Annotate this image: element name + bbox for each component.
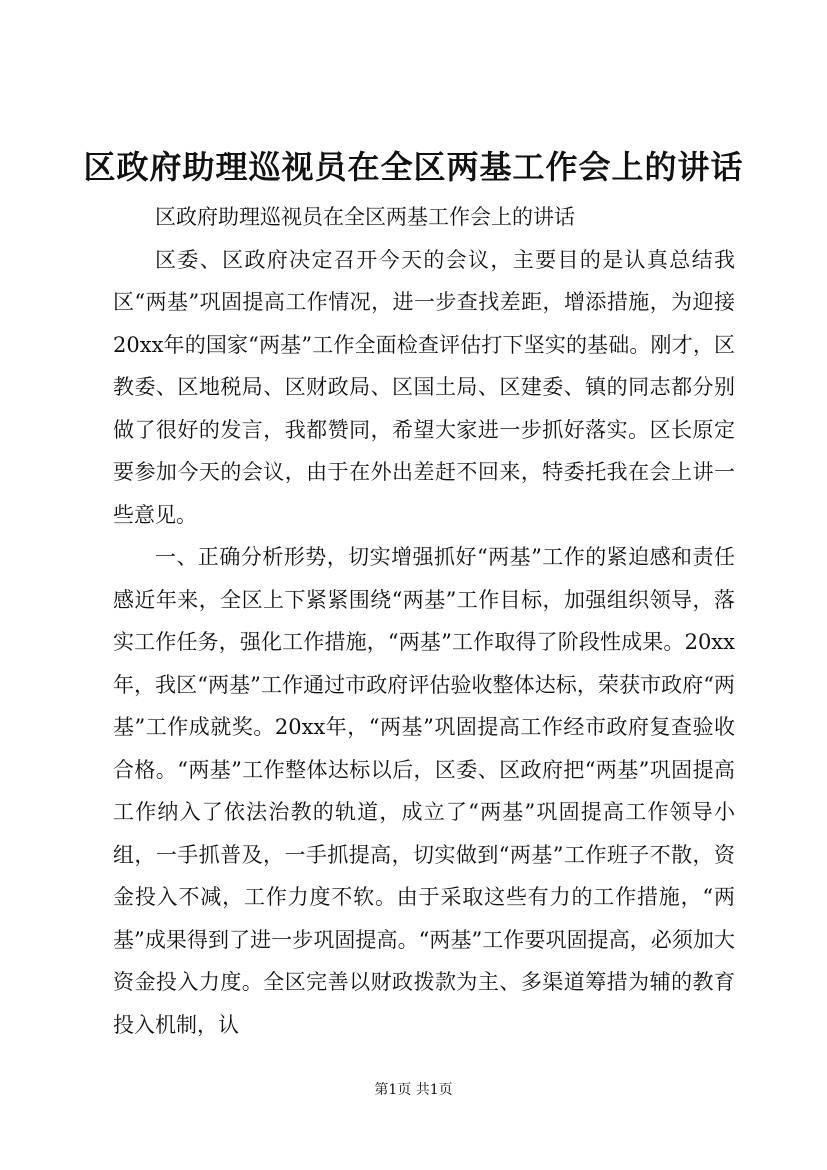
page-number-footer: 第1页 共1页 — [374, 1082, 453, 1098]
document-title: 区政府助理巡视员在全区两基工作会上的讲话 — [83, 148, 744, 186]
intro-paragraph: 区委、区政府决定召开今天的会议，主要目的是认真总结我区“两基”巩固提高工作情况，进一步查找差距，增添措施，为迎接20xx年的国家“两基”工作全面检查评估打下坚实的基础。刚才，区教委、区地税局、区财政局、区国土局、区建委、镇的同志都分别做了很好的发言，我都赞同，希望大家进一步抓好落实。区长原定要参加今天的会议，由于在外出差赶不回来，特委托我在会上讲一些意见。 — [113, 247, 735, 527]
section-one-paragraph: 一、正确分析形势，切实增强抓好“两基”工作的紧迫感和责任感近年来，全区上下紧紧围绕“两基”工作目标，加强组织领导，落实工作任务，强化工作措施，“两基”工作取得了阶段性成果。20xx年，我区“两基”工作通过市政府评估验收整体达标，荣获市政府“两基”工作成就奖。20xx年，“两基”巩固提高工作经市政府复查验收合格。“两基”工作整体达标以后，区委、区政府把“两基”巩固提高工作纳入了依法治教的轨道，成立了“两基”巩固提高工作领导小组，一手抓普及，一手抓提高，切实做到“两基”工作班子不散，资金投入不减，工作力度不软。由于采取这些有力的工作措施，“两基”成果得到了进一步巩固提高。“两基”工作要巩固提高，必须加大资金投入力度。全区完善以财政拨款为主、多渠道筹措为辅的教育投入机制，认 — [113, 545, 735, 1037]
document-body — [113, 196, 735, 1046]
subtitle-paragraph: 区政府助理巡视员在全区两基工作会上的讲话 — [155, 205, 575, 229]
